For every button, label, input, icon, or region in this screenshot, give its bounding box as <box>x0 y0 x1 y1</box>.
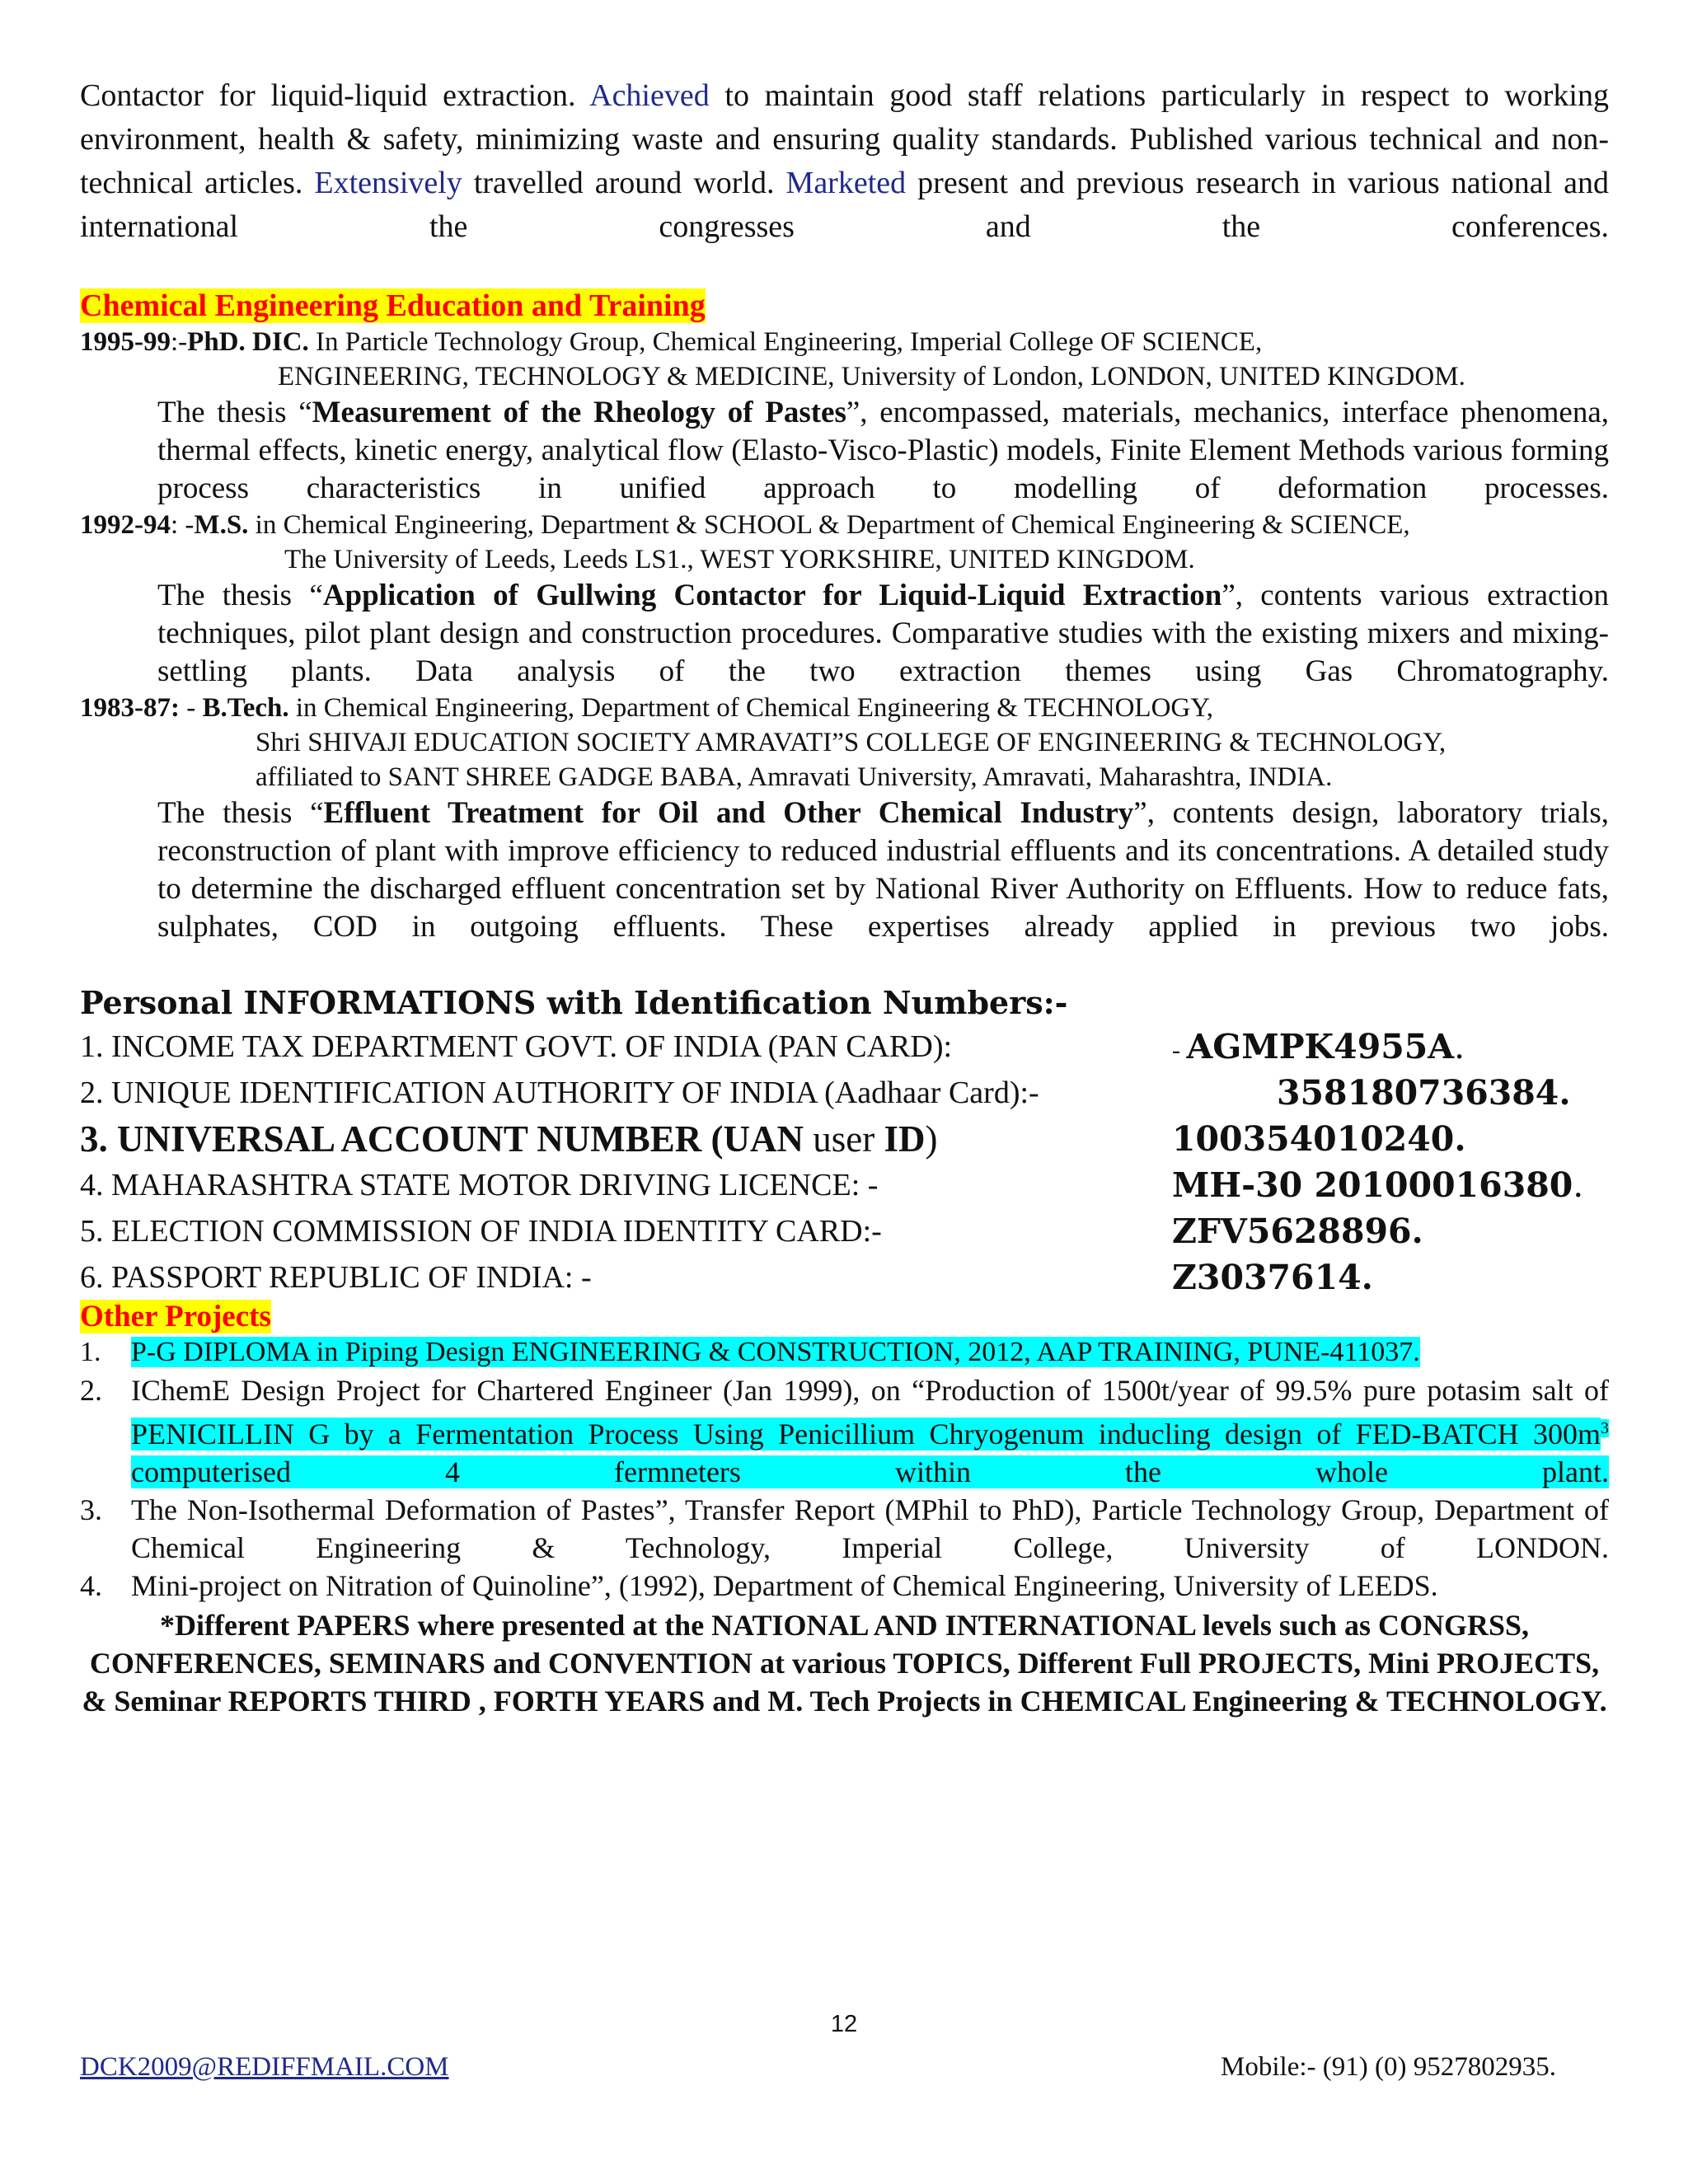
btech-thesis-title: Effluent Treatment for Oil and Other Chemical Industry <box>323 796 1134 830</box>
uan-label-e: ) <box>925 1118 938 1160</box>
uan-label-c: user <box>804 1118 884 1160</box>
education-title: Chemical Engineering Education and Training <box>80 288 706 323</box>
document-page <box>80 74 1609 1720</box>
project-2-highlight-1: PENICILLIN G by a Fermentation Process Using Penicillium Chryogenum inducling design of FED-BATCH 300m <box>131 1418 1601 1451</box>
footer-mobile: Mobile:- (91) (0) 9527802935. <box>1221 2052 1556 2082</box>
intro-text-1: Contactor for liquid-liquid extraction. <box>80 78 576 113</box>
ms-degree: M.S. <box>194 510 249 540</box>
uan-label-b: UAN <box>723 1118 804 1160</box>
project-4-number: 4. <box>80 1569 102 1602</box>
phd-entry <box>80 325 1609 359</box>
election-card-label: 5. ELECTION COMMISSION OF INDIA IDENTITY CARD:- <box>80 1214 882 1249</box>
ms-thesis <box>157 577 1609 691</box>
ms-thesis-title: Application of Gullwing Contactor for Liquid-Liquid Extraction <box>322 579 1222 612</box>
passport-row <box>80 1254 1609 1301</box>
driving-licence-value: MH-30 20100016380 <box>1172 1165 1573 1205</box>
intro-paragraph <box>80 74 1609 249</box>
project-2-superscript: 3 <box>1601 1419 1609 1437</box>
phd-degree: PhD. DIC. <box>187 327 309 357</box>
uan-label <box>80 1116 938 1162</box>
intro-text-4: present and previous research in various national and international the congresses and the conferences. <box>80 166 1610 244</box>
phd-thesis-pre: The thesis “ <box>157 396 312 429</box>
btech-years: 1983-87: <box>80 693 180 723</box>
pan-card-row <box>80 1024 1609 1070</box>
phd-line2: ENGINEERING, TECHNOLOGY & MEDICINE, University of London, LONDON, UNITED KINGDOM. <box>278 362 1465 391</box>
ms-sep: : - <box>171 510 195 540</box>
intro-text-3: travelled around world. <box>473 166 775 200</box>
project-3-number: 3. <box>80 1493 102 1526</box>
project-item-3 <box>80 1491 1609 1567</box>
uan-label-d: ID <box>884 1118 926 1160</box>
other-projects-title: Other Projects <box>80 1300 271 1333</box>
intro-text-2: to maintain good staff relations particularly in respect to working environment, health & safety, minimizing waste and ensuring quality standards. Published various technical and non-technical articles. <box>80 78 1609 200</box>
project-item-4 <box>80 1567 1609 1605</box>
passport-label: 6. PASSPORT REPUBLIC OF INDIA: - <box>80 1260 592 1295</box>
uan-value: 100354010240. <box>1172 1119 1466 1159</box>
other-projects-title-row <box>80 1301 1609 1333</box>
driving-licence-row <box>80 1162 1609 1208</box>
project-2-text: IChemE Design Project for Chartered Engineer (Jan 1999), on “Production of 1500t/year of 99.5% pure potasim salt of <box>131 1374 1609 1407</box>
btech-thesis <box>157 794 1609 946</box>
project-2-highlight-2: computerised 4 fermneters within the whole plant. <box>131 1455 1609 1488</box>
ms-entry <box>80 508 1609 542</box>
election-card-value: ZFV5628896. <box>1172 1212 1423 1251</box>
intro-word-marketed: Marketed <box>785 166 907 200</box>
btech-line3: affiliated to SANT SHREE GADGE BABA, Amravati University, Amravati, Maharashtra, INDIA. <box>256 762 1333 792</box>
closing-statement: *Different PAPERS where presented at the NATIONAL AND INTERNATIONAL levels such as CONGRSS, CONFERENCES, SEMINARS and CONVENTION at various TOPICS, Different Full PROJECTS, Mini PROJECTS, & Seminar REPORTS THIRD , FORTH YEARS and M. Tech Projects in CHEMICAL Engineering & TECHNOLOGY. <box>82 1609 1607 1718</box>
project-item-2 <box>80 1371 1609 1491</box>
project-1-number: 1. <box>80 1337 101 1367</box>
education-section-title <box>80 287 1609 325</box>
intro-word-extensively: Extensively <box>314 166 462 200</box>
btech-line1: in Chemical Engineering, Department of Chemical Engineering & TECHNOLOGY, <box>295 693 1214 723</box>
phd-sep: :- <box>171 327 188 357</box>
ms-years: 1992-94 <box>80 510 171 540</box>
phd-thesis <box>157 394 1609 508</box>
aadhaar-row <box>80 1070 1609 1116</box>
ms-thesis-pre: The thesis “ <box>157 579 323 612</box>
ms-thesis-post: ”, contents various extraction techniques, pilot plant design and construction procedures. Comparative studies with the existing mixers and mixing-settling plants. Data analysis of the two extraction themes using Gas Chromatography. <box>157 579 1609 688</box>
project-2-number: 2. <box>80 1374 102 1407</box>
pan-card-value: AGMPK4955A <box>1186 1027 1455 1066</box>
btech-thesis-post: ”, contents design, laboratory trials, reconstruction of plant with improve efficiency to reduced industrial effluents and its concentrations. A detailed study to determine the discharged effluent concentration set by National River Authority on Effluents. How to reduce fats, sulphates, COD in outgoing effluents. These expertises already applied in previous two jobs. <box>157 796 1609 944</box>
election-card-row <box>80 1208 1609 1254</box>
aadhaar-value: 358180736384. <box>1277 1073 1571 1113</box>
personal-info-title: Personal INFORMATIONS with Identification Numbers:- <box>80 984 1068 1021</box>
btech-degree: B.Tech. <box>202 693 289 723</box>
phd-line1: In Particle Technology Group, Chemical Engineering, Imperial College OF SCIENCE, <box>316 327 1263 357</box>
project-3-text: The Non-Isothermal Deformation of Pastes”, Transfer Report (MPhil to PhD), Particle Technology Group, Department of Chemical Engineering & Technology, Imperial College, University of LONDON. <box>131 1493 1609 1564</box>
ms-line2: The University of Leeds, Leeds LS1., WEST YORKSHIRE, UNITED KINGDOM. <box>284 545 1195 574</box>
phd-years: 1995-99 <box>80 327 171 357</box>
pan-card-value-group <box>1172 1024 1465 1074</box>
uan-label-a: 3. UNIVERSAL ACCOUNT NUMBER ( <box>80 1118 724 1160</box>
project-1-text: P-G DIPLOMA in Piping Design ENGINEERING & CONSTRUCTION, 2012, AAP TRAINING, PUNE-411037. <box>131 1337 1420 1367</box>
intro-word-achieved: Achieved <box>589 78 710 113</box>
btech-sep: - <box>179 693 203 723</box>
phd-thesis-title: Measurement of the Rheology of Pastes <box>312 396 846 429</box>
page-number: 12 <box>830 2011 858 2037</box>
pan-card-suffix: . <box>1454 1027 1465 1066</box>
btech-entry <box>80 691 1609 725</box>
phd-thesis-post: ”, encompassed, materials, mechanics, interface phenomena, thermal effects, kinetic energy, analytical flow (Elasto-Visco-Plastic) models, Finite Element Methods various forming process characteristics in unified approach to modelling of deformation processes. <box>157 396 1609 505</box>
btech-thesis-pre: The thesis “ <box>157 796 324 830</box>
project-4-text: Mini-project on Nitration of Quinoline”, (1992), Department of Chemical Engineering, University of LEEDS. <box>131 1569 1438 1602</box>
pan-card-prefix: - <box>1172 1037 1187 1064</box>
project-item-1 <box>80 1333 1609 1371</box>
btech-line2: Shri SHIVAJI EDUCATION SOCIETY AMRAVATI”S COLLEGE OF ENGINEERING & TECHNOLOGY, <box>256 728 1447 757</box>
driving-licence-value-group <box>1172 1162 1583 1208</box>
driving-licence-suffix: . <box>1573 1165 1584 1205</box>
aadhaar-label: 2. UNIQUE IDENTIFICATION AUTHORITY OF INDIA (Aadhaar Card):- <box>80 1076 1039 1110</box>
pan-card-label: 1. INCOME TAX DEPARTMENT GOVT. OF INDIA (PAN CARD): <box>80 1029 953 1064</box>
uan-row <box>80 1116 1609 1162</box>
ms-line1: in Chemical Engineering, Department & SCHOOL & Department of Chemical Engineering & SCIENCE, <box>255 510 1410 540</box>
passport-value: Z3037614. <box>1172 1258 1373 1297</box>
driving-licence-label: 4. MAHARASHTRA STATE MOTOR DRIVING LICENCE: - <box>80 1168 879 1202</box>
footer-email-link[interactable]: DCK2009@REDIFFMAIL.COM <box>80 2052 449 2082</box>
